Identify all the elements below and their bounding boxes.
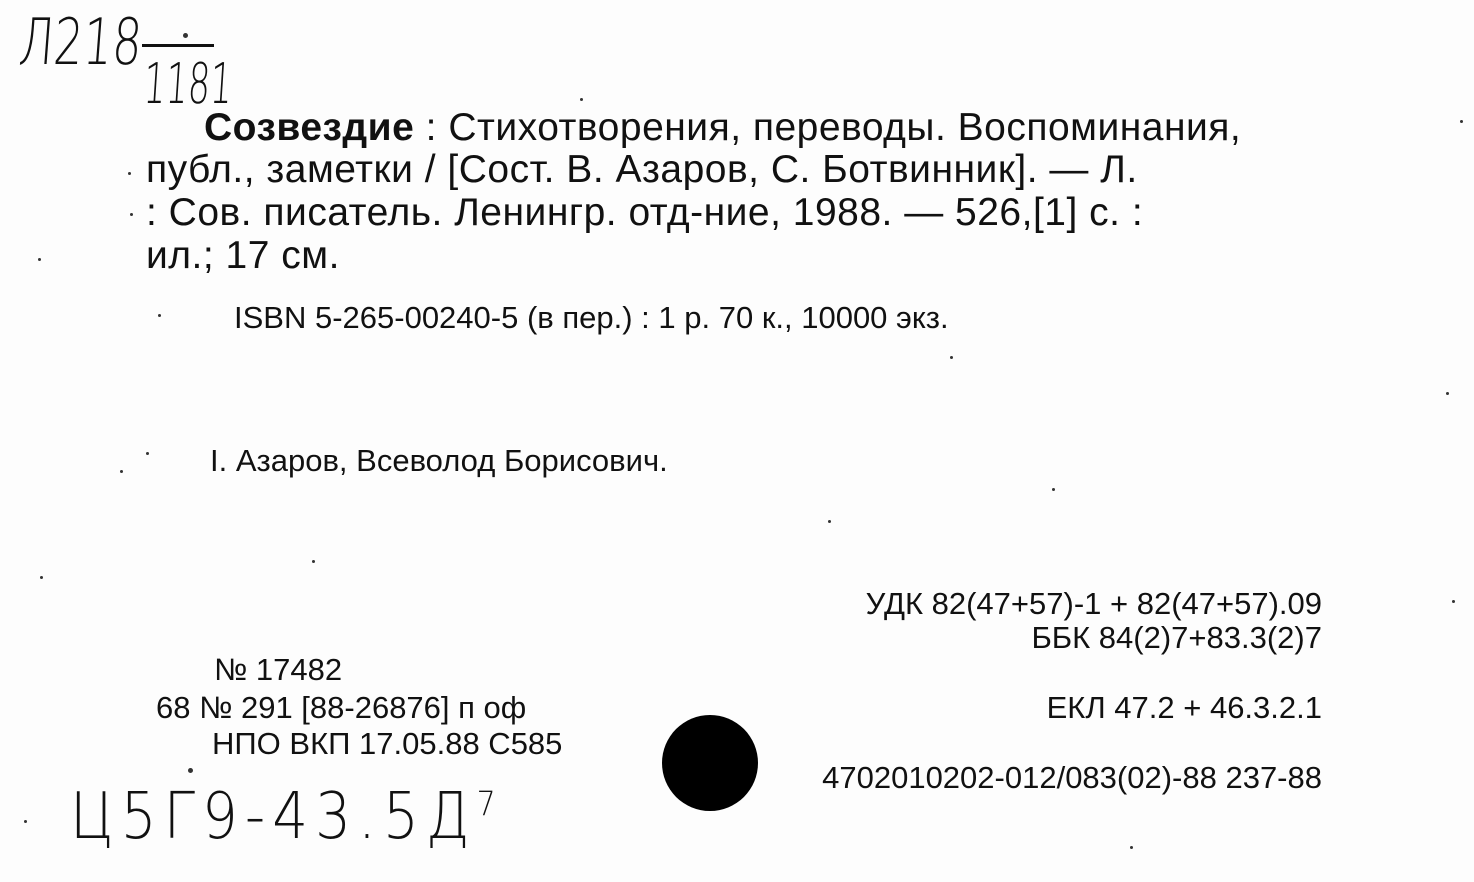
speck: [120, 470, 123, 473]
print-order: 68 № 291 [88-26876] п оф: [156, 690, 527, 725]
call-number-top: Л218: [16, 6, 145, 80]
speck: [1460, 120, 1463, 123]
entry-line-1-rest: : Стихотворения, переводы. Воспоминания,: [414, 106, 1242, 149]
udk-index: УДК 82(47+57)-1 + 82(47+57).09: [865, 586, 1322, 621]
speck: [580, 98, 583, 101]
speck: [1130, 846, 1133, 849]
call-number-bottom: 1181: [141, 52, 235, 117]
fraction-dot: [183, 33, 188, 38]
entry-line-1: [204, 106, 1241, 149]
call-number-fraction-line: [142, 44, 214, 47]
punch-hole: [662, 715, 758, 811]
speck: [146, 452, 149, 455]
print-npo: НПО ВКП 17.05.88 С585: [212, 726, 563, 761]
entry-title: Созвездие: [204, 106, 415, 149]
speck: [40, 576, 43, 579]
speck: [24, 820, 27, 823]
speck: [950, 356, 953, 359]
speck: [828, 520, 831, 523]
ekl-index: ЕКЛ 47.2 + 46.3.2.1: [1046, 690, 1322, 725]
speck: [130, 213, 133, 216]
entry-line-4: ил.; 17 см.: [146, 234, 340, 277]
speck: [128, 172, 131, 175]
print-number: № 17482: [214, 652, 343, 687]
speck: [1452, 600, 1455, 603]
handwritten-shelf-code-text: Ц5Г9-43.5Д: [70, 780, 477, 854]
edition-code: 4702010202-012/083(02)-88 237-88: [822, 760, 1322, 795]
entry-line-3: : Сов. писатель. Ленингр. отд-ние, 1988. — 526,[1] с. :: [146, 191, 1144, 234]
speck: [312, 560, 315, 563]
speck: [1052, 488, 1055, 491]
speck: [1446, 392, 1449, 395]
speck: [188, 768, 193, 773]
speck: [158, 314, 161, 317]
handwritten-shelf-code: [70, 780, 503, 854]
entry-line-2: публ., заметки / [Сост. В. Азаров, С. Ботвинник]. — Л.: [146, 148, 1138, 191]
bbk-index: ББК 84(2)7+83.3(2)7: [1031, 620, 1322, 655]
handwritten-shelf-code-sup: 7: [476, 784, 503, 825]
isbn-line: ISBN 5-265-00240-5 (в пер.) : 1 р. 70 к., 10000 экз.: [234, 300, 949, 335]
added-entry: I. Азаров, Всеволод Борисович.: [210, 443, 668, 478]
speck: [38, 258, 41, 261]
